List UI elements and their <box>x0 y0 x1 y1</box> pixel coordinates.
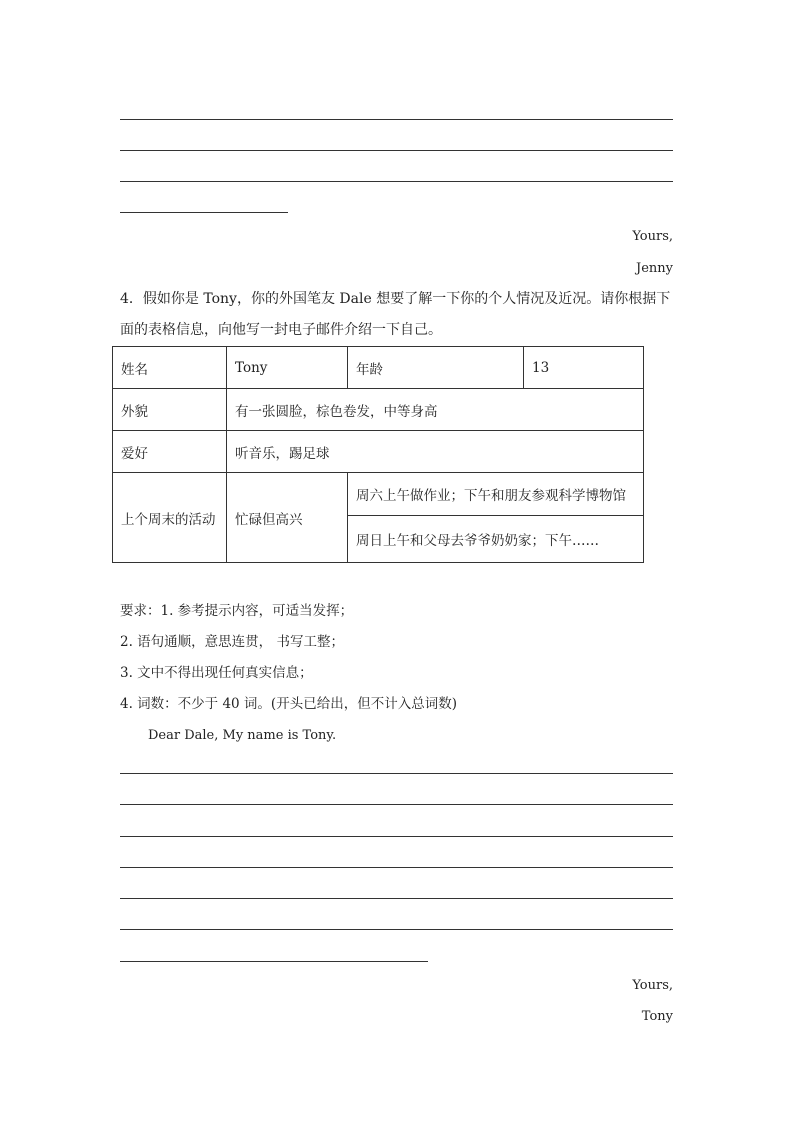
signature-jenny: Jenny <box>636 261 673 276</box>
answer-line-6[interactable] <box>120 804 673 805</box>
signature-tony: Tony <box>641 1009 673 1024</box>
hobby-value: 听音乐，踢足球 <box>227 431 644 473</box>
table-row-name <box>113 347 644 389</box>
closing-yours-1: Yours, <box>632 229 673 244</box>
answer-line-10[interactable] <box>120 929 673 930</box>
name-value: Tony <box>227 347 348 389</box>
appearance-value: 有一张圆脸，棕色卷发，中等身高 <box>227 389 644 431</box>
answer-line-9[interactable] <box>120 898 673 899</box>
requirement-1: 要求：1. 参考提示内容，可适当发挥； <box>120 603 354 619</box>
table-row-weekend-saturday <box>113 473 644 516</box>
weekend-label: 上个周末的活动 <box>113 473 227 563</box>
info-table <box>112 346 644 563</box>
answer-line-5[interactable] <box>120 773 673 774</box>
closing-yours-2: Yours, <box>632 978 673 993</box>
appearance-label: 外貌 <box>113 389 227 431</box>
table-row-appearance <box>113 389 644 431</box>
question-4-prompt: 4．假如你是 Tony，你的外国笔友 Dale 想要了解一下你的个人情况及近况。请你根据下面的表格信息，向他写一封电子邮件介绍一下自己。 <box>120 291 671 338</box>
saturday-activity: 周六上午做作业；下午和朋友参观科学博物馆 <box>348 473 644 516</box>
answer-line-7[interactable] <box>120 836 673 837</box>
age-label: 年龄 <box>348 347 524 389</box>
age-value: 13 <box>524 347 644 389</box>
answer-line-3[interactable] <box>120 181 673 182</box>
weekend-feeling: 忙碌但高兴 <box>227 473 348 563</box>
answer-line-4[interactable] <box>120 212 288 213</box>
requirement-4: 4. 词数：不少于 40 词。(开头已给出，但不计入总词数) <box>120 696 457 712</box>
hobby-label: 爱好 <box>113 431 227 473</box>
table-row-hobby <box>113 431 644 473</box>
answer-line-11[interactable] <box>120 961 428 962</box>
answer-line-1[interactable] <box>120 119 673 120</box>
sunday-activity: 周日上午和父母去爷爷奶奶家；下午…… <box>348 516 644 563</box>
name-label: 姓名 <box>113 347 227 389</box>
letter-opening: Dear Dale, My name is Tony. <box>148 728 337 743</box>
answer-line-8[interactable] <box>120 867 673 868</box>
answer-line-2[interactable] <box>120 150 673 151</box>
requirement-2: 2. 语句通顺，意思连贯， 书写工整； <box>120 634 344 650</box>
requirement-3: 3. 文中不得出现任何真实信息； <box>120 665 313 681</box>
